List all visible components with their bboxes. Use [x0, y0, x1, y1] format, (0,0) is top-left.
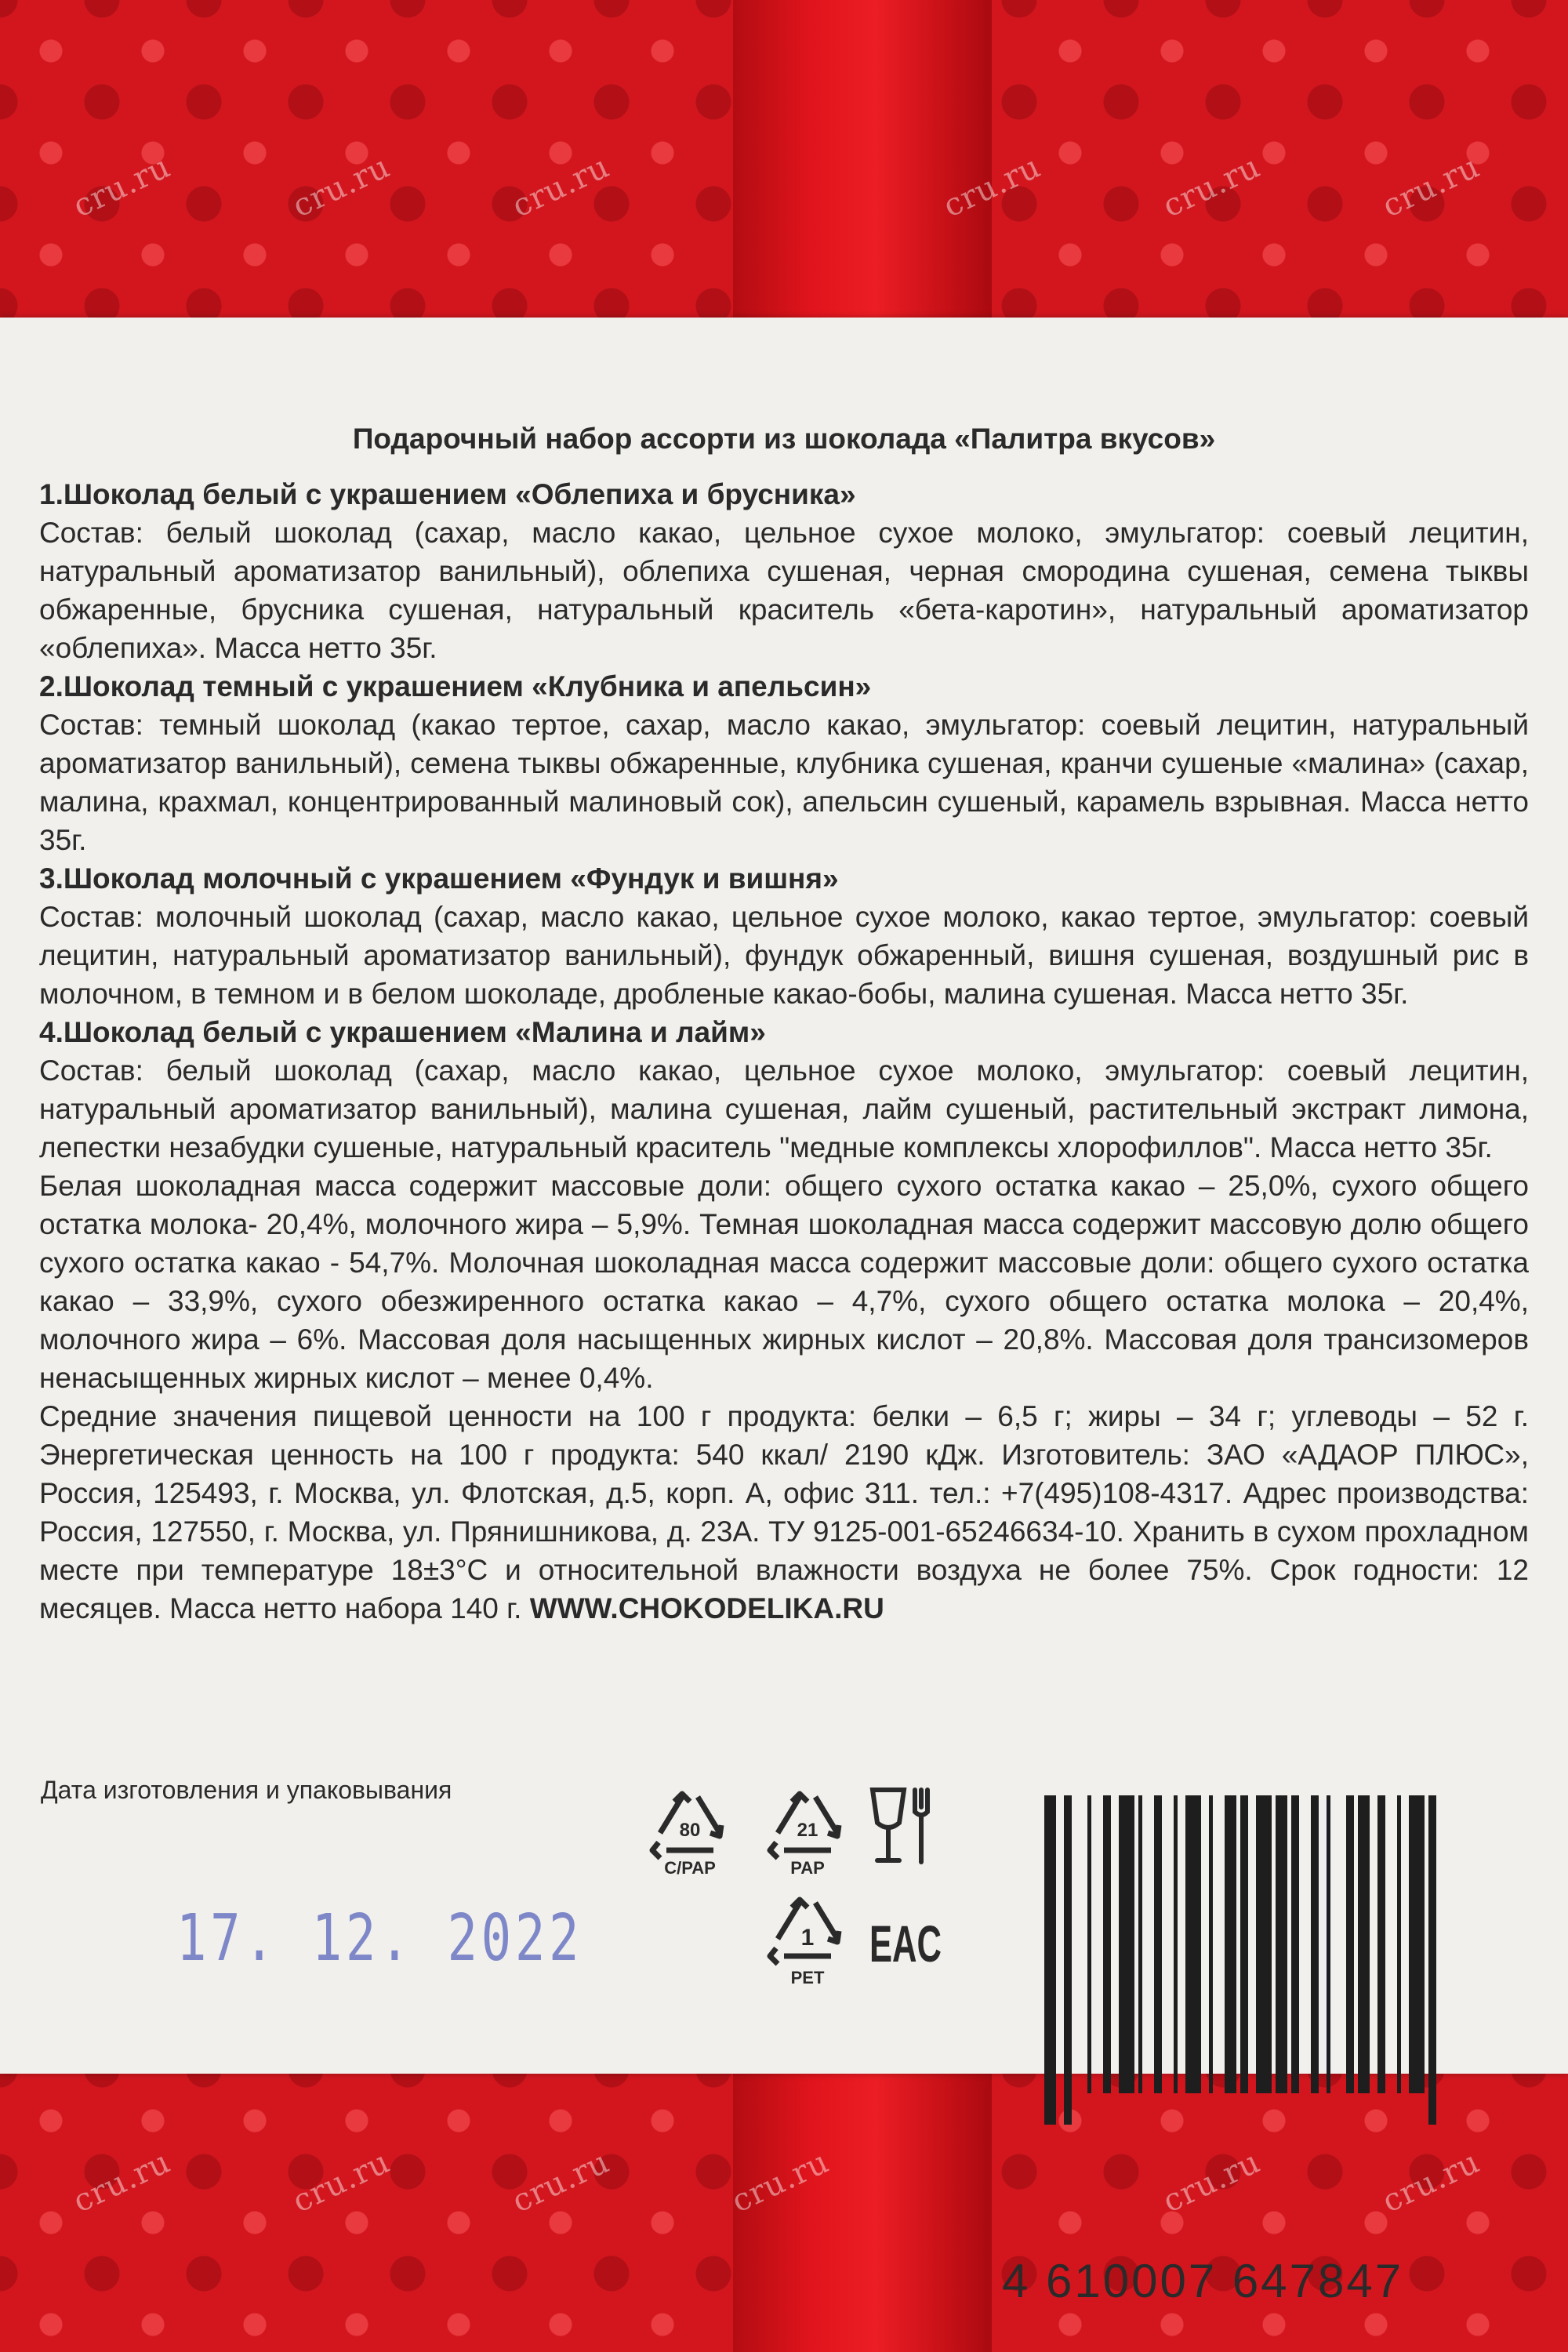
barcode-bar [1154, 1795, 1162, 2093]
watermark: cru.ru [938, 148, 1047, 225]
product-heading: 4.Шоколад белый с украшением «Малина и лайм» [39, 1016, 766, 1048]
eac-mark-icon [866, 1897, 945, 1976]
ribbon-bottom [733, 2070, 992, 2352]
barcode-bar [1276, 1795, 1287, 2093]
barcode-bar [1119, 1795, 1134, 2093]
barcode-bar [1209, 1795, 1213, 2093]
watermark: cru.ru [1377, 148, 1486, 225]
barcode-bar [1291, 1795, 1299, 2093]
barcode-bar [1174, 1795, 1178, 2093]
barcode-bar [1428, 1795, 1436, 2125]
barcode-bar [1377, 1795, 1385, 2093]
product-composition: Состав: белый шоколад (сахар, масло какао, цельное сухое молоко, эмульгатор: соевый лецитин, натуральный ароматизатор ванильный), малина сушеная, лайм сушеный, растительный экстракт лимона, лепестки незабудки сушеные, натуральный краситель "медные комплексы хлорофиллов". Масса нетто 35г. [39, 1054, 1529, 1163]
barcode-bar [1064, 1795, 1072, 2125]
mass-fractions: Белая шоколадная масса содержит массовые доли: общего сухого остатка какао – 25,0%, сухого общего остатка молока- 20,4%, молочного жира – 5,9%. Темная шоколадная масса содержит массовую долю общего сухого остатка какао - 54,7%. Молочная шоколадная масса содержит массовые доли: общего сухого остатка какао – 33,9%, сухого обезжиренного остатка какао – 4,7%, сухого общего остатка молока – 20,4%, молочного жира – 6%. Массовая доля насыщенных жирных кислот – 20,8%. Массовая доля трансизомеров ненасыщенных жирных кислот – менее 0,4%. [39, 1170, 1529, 1394]
product-heading: 1.Шоколад белый с украшением «Облепиха и брусника» [39, 478, 856, 510]
product-composition: Состав: белый шоколад (сахар, масло какао, цельное сухое молоко, эмульгатор: соевый лецитин, натуральный ароматизатор ванильный), облепиха сушеная, черная смородина сушеная, семена тыквы обжаренные, брусника сушеная, натуральный краситель «бета-каротин», натуральный ароматизатор «облепиха». Масса нетто 35г. [39, 517, 1529, 664]
eac-text: EAC [869, 1915, 942, 1973]
label-text [39, 419, 1529, 1628]
watermark: cru.ru [1157, 2143, 1266, 2220]
watermark: cru.ru [1157, 148, 1266, 225]
date-stamp: 17. 12. 2022 [176, 1901, 583, 1976]
nutrition-text: Средние значения пищевой ценности на 100 г продукта: белки – 6,5 г; жиры – 34 г; углеводы – 52 г. Энергетическая ценность на 100 г продукта: 540 ккал/ 2190 кДж. Изготовитель: ЗАО «АДАОР ПЛЮС», Россия, 125493, г. Москва, ул. Флотская, д.5, корп. А, офис 311. тел.: +7(495)108-4317. Адрес производства: Россия, 127550, г. Москва, ул. Прянишникова, д. 23А. ТУ 9125-001-65246634-10. Хранить в сухом прохладном месте при температуре 18±3°С и относительной влажности воздуха не более 75%. Срок годности: 12 месяцев. Масса нетто набора 140 г. [39, 1400, 1529, 1624]
barcode-bar [1327, 1795, 1330, 2093]
watermark: cru.ru [67, 148, 176, 225]
watermark: cru.ru [67, 2143, 176, 2220]
product-heading: 2.Шоколад темный с украшением «Клубника и апельсин» [39, 670, 872, 702]
barcode-bar [1311, 1795, 1319, 2093]
barcode-bar [1225, 1795, 1236, 2093]
date-caption: Дата изготовления и упаковывания [41, 1776, 452, 1804]
watermark: cru.ru [287, 2143, 396, 2220]
recycle-icon [760, 1893, 855, 1972]
barcode-bar [1397, 1795, 1401, 2093]
recycle-number: 1 [800, 1925, 815, 1951]
recycle-icon [760, 1788, 855, 1866]
barcode-bar [1044, 1795, 1056, 2125]
product-title: Подарочный набор ассорти из шоколада «Палитра вкусов» [352, 423, 1216, 455]
nutrition-info [39, 1397, 1529, 1628]
barcode-bar [1409, 1795, 1425, 2093]
ribbon-top [733, 0, 992, 321]
food-safe-icon [866, 1784, 937, 1870]
recycle-label: C/PAP [664, 1858, 716, 1878]
watermark: cru.ru [1377, 2143, 1486, 2220]
watermark: cru.ru [726, 2143, 835, 2220]
barcode-bar [1087, 1795, 1091, 2093]
barcode-bar [1240, 1795, 1248, 2093]
website-link: WWW.CHOKODELIKA.RU [529, 1592, 884, 1624]
barcode-bar [1346, 1795, 1354, 2093]
barcode-digits: 4 610007 647847 [1002, 2255, 1404, 2307]
recycle-icon [643, 1788, 737, 1866]
watermark: cru.ru [287, 148, 396, 225]
watermark: cru.ru [506, 2143, 615, 2220]
watermark: cru.ru [506, 148, 615, 225]
product-composition: Состав: молочный шоколад (сахар, масло какао, цельное сухое молоко, какао тертое, эмульгатор: соевый лецитин, натуральный ароматизатор ванильный), фундук обжаренный, вишня сушеная, воздушный рис в молочном, в темном и в белом шоколаде, дробленые какао-бобы, малина сушеная. Масса нетто 35г. [39, 901, 1529, 1010]
barcode-icon [1043, 1795, 1529, 2125]
recycle-number: 80 [679, 1820, 701, 1841]
barcode-bar [1256, 1795, 1272, 2093]
recycle-number: 21 [797, 1820, 818, 1841]
recycle-label: PET [790, 1968, 825, 1987]
barcode-bar [1138, 1795, 1142, 2093]
barcode-bar [1358, 1795, 1370, 2093]
recycle-label: PAP [790, 1858, 825, 1878]
barcode-bar [1185, 1795, 1201, 2093]
product-composition: Состав: темный шоколад (какао тертое, сахар, масло какао, эмульгатор: соевый лецитин, натуральный ароматизатор ванильный), семена тыквы обжаренные, клубника сушеная, кранчи сушеные «малина» (сахар, малина, крахмал, концентрированный малиновый сок), апельсин сушеный, карамель взрывная. Масса нетто 35г. [39, 709, 1529, 856]
barcode-bar [1103, 1795, 1111, 2093]
product-heading: 3.Шоколад молочный с украшением «Фундук и вишня» [39, 862, 839, 895]
